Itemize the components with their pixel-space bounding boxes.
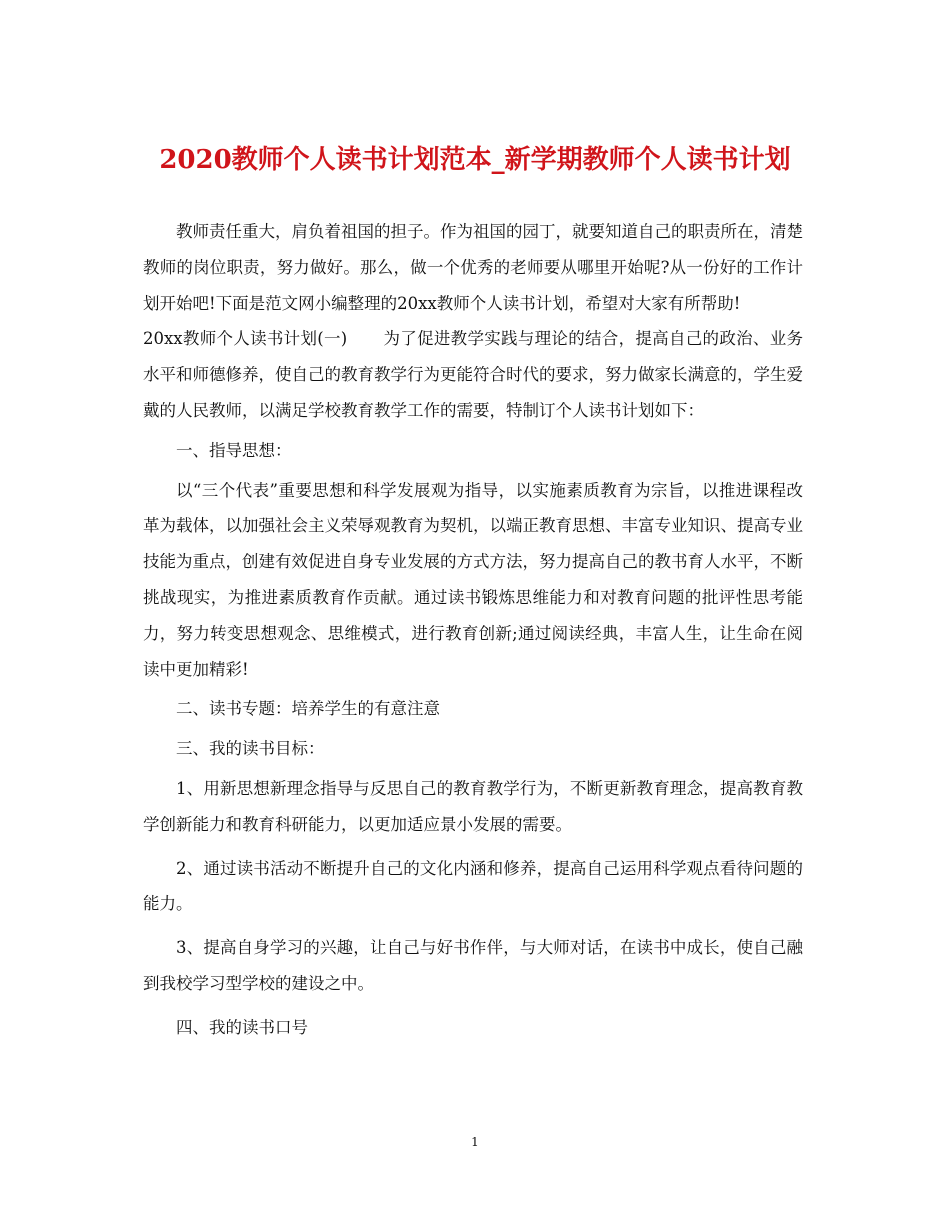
plan-heading: 20xx教师个人读书计划(一) bbox=[143, 329, 348, 349]
section3-heading: 三、我的读书目标： bbox=[176, 739, 325, 759]
section2-heading: 二、读书专题：培养学生的有意注意 bbox=[176, 699, 440, 719]
plan-intro: 为了促进教学实践与理论的结合，提高自己的政治、业务水平和师德修养，使自己的教育教学行为更能符合时代的要求，努力做家长满意的，学生爱戴的人民教师，以满足学校教育教学工作的需要，特制订个人读书计划如下： bbox=[143, 329, 804, 420]
section1-body: 以“三个代表”重要思想和科学发展观为指导，以实施素质教育为宗旨，以推进课程改革为载体，以加强社会主义荣辱观教育为契机，以端正教育思想、丰富专业知识、提高专业技能为重点，创建有效促进自身专业发展的方式方法，努力提高自己的教书育人水平，不断挑战现实，为推进素质教育作贡献。通过读书锻炼思维能力和对教育问题的批评性思考能力，努力转变思想观念、思维模式，进行教育创新;通过阅读经典，丰富人生，让生命在阅读中更加精彩! bbox=[143, 480, 803, 679]
page-number: 1 bbox=[471, 1135, 479, 1149]
goal-item-1: 1、用新思想新理念指导与反思自己的教育教学行为，不断更新教育理念，提高教育教学创新能力和教育科研能力，以更加适应景小发展的需要。 bbox=[143, 778, 803, 834]
goal-item-3: 3、提高自身学习的兴趣，让自己与好书作伴，与大师对话，在读书中成长，使自己融到我校学习型学校的建设之中。 bbox=[143, 938, 803, 993]
goal-item-2: 2、通过读书活动不断提升自己的文化内涵和修养，提高自己运用科学观点看待问题的能力。 bbox=[143, 858, 803, 914]
document-title: 2020教师个人读书计划范本_新学期教师个人读书计划 bbox=[159, 145, 791, 175]
section1-heading: 一、指导思想： bbox=[176, 440, 292, 460]
section4-heading: 四、我的读书口号 bbox=[176, 1017, 308, 1037]
intro-paragraph: 教师责任重大，肩负着祖国的担子。作为祖国的园丁，就要知道自己的职责所在，清楚教师的岗位职责，努力做好。那么，做一个优秀的老师要从哪里开始呢?从一份好的工作计划开始吧!下面是范文网小编整理的20xx教师个人读书计划，希望对大家有所帮助! bbox=[143, 222, 803, 313]
plan-paragraph bbox=[143, 321, 803, 428]
document-body bbox=[143, 214, 803, 1046]
